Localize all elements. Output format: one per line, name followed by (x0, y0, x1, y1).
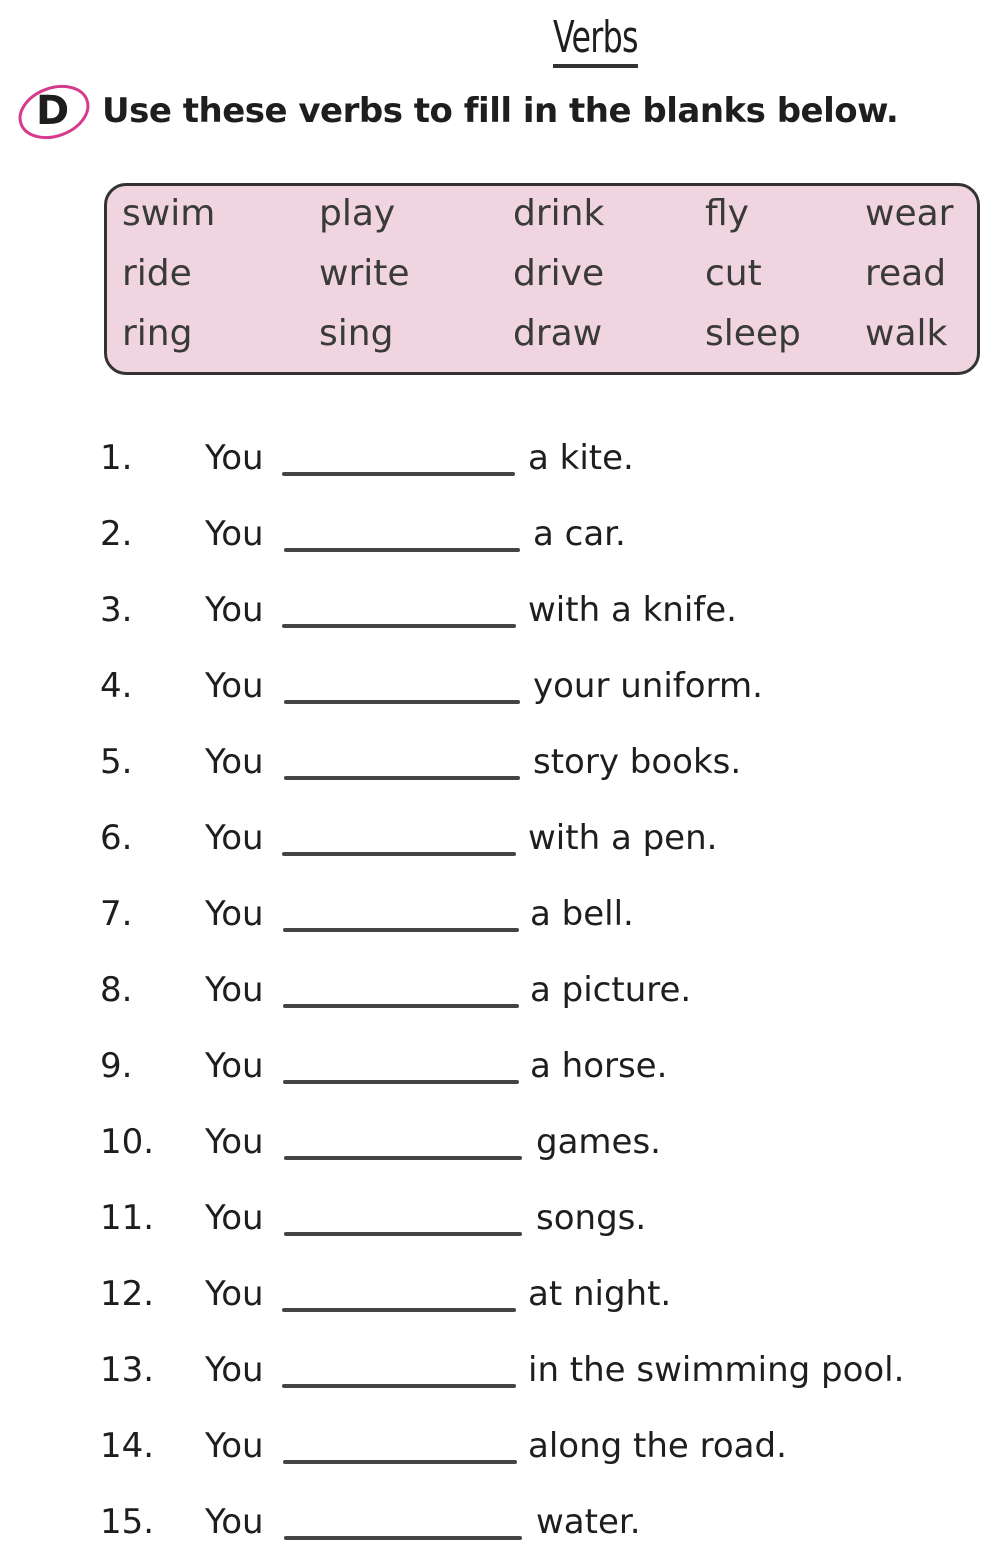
item-number: 14. (100, 1426, 155, 1466)
answer-blank[interactable] (283, 1004, 519, 1008)
item-subject: You (205, 818, 264, 858)
word-bank-item: cut (705, 253, 762, 294)
exercise-item (0, 1502, 1000, 1562)
item-rest: a horse. (530, 1046, 668, 1086)
exercise-item (0, 818, 1000, 878)
section-badge (14, 82, 84, 140)
exercise-item (0, 666, 1000, 726)
word-bank-item: ride (122, 253, 192, 294)
item-number: 2. (100, 514, 133, 554)
item-subject: You (205, 1502, 264, 1542)
exercise-item (0, 1046, 1000, 1106)
word-bank-item: wear (865, 193, 954, 234)
exercise-item (0, 514, 1000, 574)
word-bank-item: drink (513, 193, 605, 234)
item-number: 4. (100, 666, 133, 706)
item-subject: You (205, 514, 264, 554)
instruction-text: Use these verbs to fill in the blanks below. (102, 91, 899, 131)
item-rest: in the swimming pool. (528, 1350, 905, 1390)
item-subject: You (205, 970, 264, 1010)
page-title: Verbs (553, 14, 638, 68)
item-rest: story books. (533, 742, 742, 782)
word-bank-item: drive (513, 253, 605, 294)
item-number: 5. (100, 742, 133, 782)
exercise-item (0, 894, 1000, 954)
word-bank (104, 183, 980, 375)
item-number: 3. (100, 590, 133, 630)
exercise-item (0, 1274, 1000, 1334)
word-bank-item: sleep (705, 313, 801, 354)
item-number: 10. (100, 1122, 155, 1162)
section-instruction (14, 82, 898, 140)
exercise-item (0, 1426, 1000, 1486)
answer-blank[interactable] (282, 852, 516, 856)
word-bank-item: ring (122, 313, 193, 354)
item-rest: water. (536, 1502, 641, 1542)
item-subject: You (205, 666, 264, 706)
word-bank-item: draw (513, 313, 603, 354)
item-subject: You (205, 1122, 264, 1162)
item-rest: your uniform. (533, 666, 763, 706)
item-number: 6. (100, 818, 133, 858)
item-rest: a bell. (530, 894, 634, 934)
item-subject: You (205, 894, 264, 934)
answer-blank[interactable] (282, 472, 515, 476)
exercise-item (0, 970, 1000, 1030)
exercise-item (0, 1350, 1000, 1410)
badge-letter: D (36, 88, 70, 134)
word-bank-item: read (865, 253, 947, 294)
item-rest: with a knife. (528, 590, 737, 630)
exercise-item (0, 1122, 1000, 1182)
answer-blank[interactable] (283, 928, 519, 932)
exercise-item (0, 1198, 1000, 1258)
item-subject: You (205, 1046, 264, 1086)
item-rest: games. (536, 1122, 661, 1162)
item-subject: You (205, 1350, 264, 1390)
answer-blank[interactable] (282, 624, 516, 628)
word-bank-item: sing (319, 313, 394, 354)
item-number: 1. (100, 438, 133, 478)
item-rest: a picture. (530, 970, 692, 1010)
item-rest: a kite. (528, 438, 634, 478)
item-rest: a car. (533, 514, 626, 554)
answer-blank[interactable] (284, 776, 520, 780)
answer-blank[interactable] (282, 1384, 516, 1388)
word-bank-item: walk (865, 313, 948, 354)
item-subject: You (205, 1274, 264, 1314)
answer-blank[interactable] (282, 1308, 516, 1312)
item-number: 11. (100, 1198, 155, 1238)
item-number: 8. (100, 970, 133, 1010)
word-bank-item: play (319, 193, 396, 234)
item-rest: at night. (528, 1274, 672, 1314)
answer-blank[interactable] (283, 1460, 517, 1464)
item-number: 15. (100, 1502, 155, 1542)
answer-blank[interactable] (284, 700, 520, 704)
answer-blank[interactable] (283, 1080, 519, 1084)
item-subject: You (205, 1198, 264, 1238)
answer-blank[interactable] (284, 548, 520, 552)
item-number: 9. (100, 1046, 133, 1086)
exercise-item (0, 742, 1000, 802)
item-rest: with a pen. (528, 818, 718, 858)
item-number: 7. (100, 894, 133, 934)
item-subject: You (205, 742, 264, 782)
item-subject: You (205, 438, 264, 478)
item-subject: You (205, 590, 264, 630)
item-number: 13. (100, 1350, 155, 1390)
item-number: 12. (100, 1274, 155, 1314)
item-rest: songs. (536, 1198, 647, 1238)
item-subject: You (205, 1426, 264, 1466)
exercise-item (0, 590, 1000, 650)
exercise-item (0, 438, 1000, 498)
answer-blank[interactable] (284, 1232, 522, 1236)
answer-blank[interactable] (284, 1536, 522, 1540)
word-bank-item: swim (122, 193, 216, 234)
word-bank-item: fly (705, 193, 749, 234)
item-rest: along the road. (528, 1426, 787, 1466)
word-bank-item: write (319, 253, 410, 294)
answer-blank[interactable] (284, 1156, 522, 1160)
